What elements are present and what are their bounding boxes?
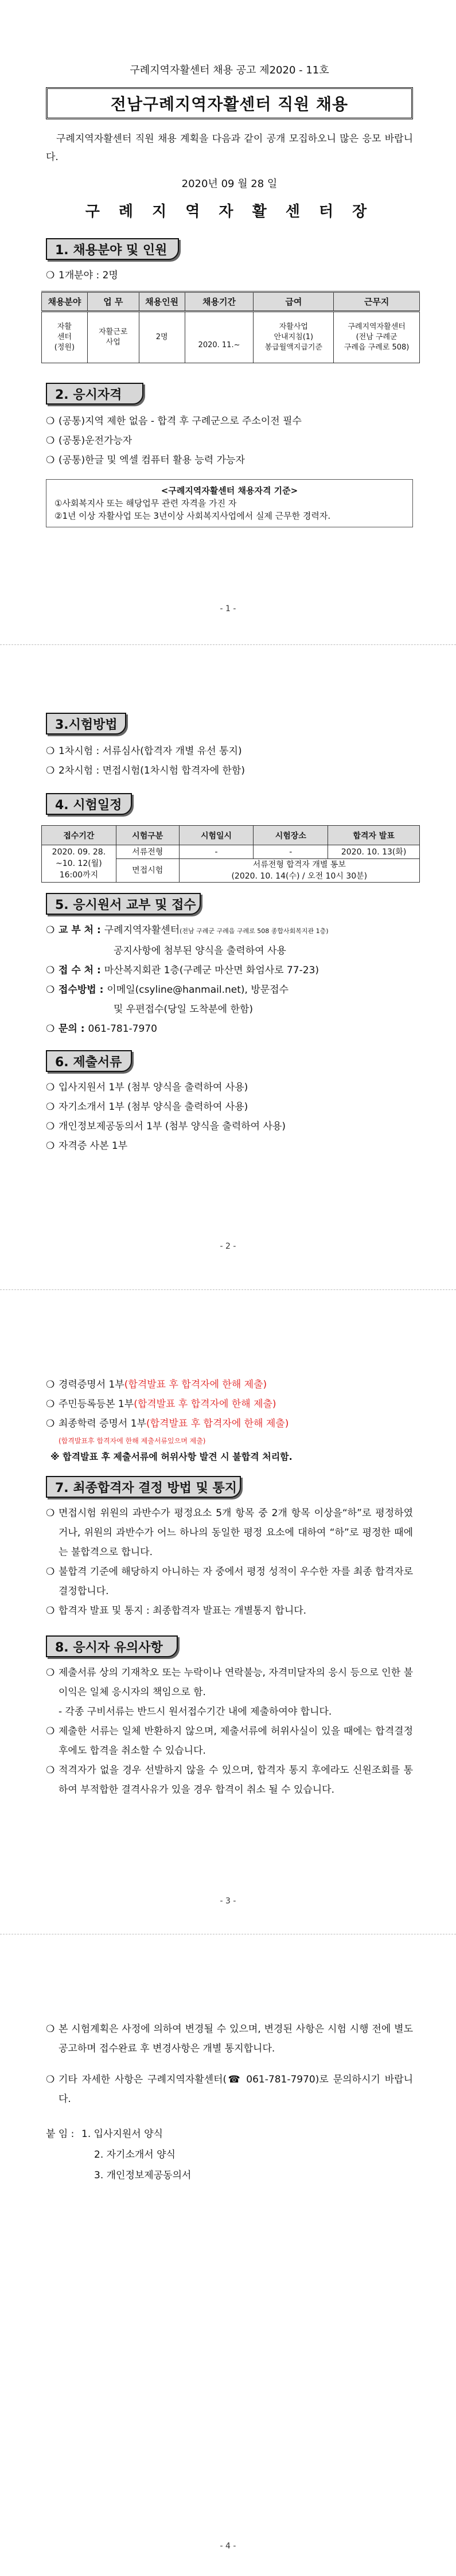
list-item: ❍ 자격증 사본 1부 (46, 1140, 128, 1152)
th-period: 채용기간 (185, 292, 254, 312)
final-decision-list (46, 1503, 413, 1621)
section-8-heading: 8. 응시자 유의사항 (46, 1635, 413, 1661)
attachment-item: 1. 입사지원서 양식 (81, 2128, 163, 2140)
th-exam-place: 시험장소 (254, 826, 328, 845)
section-6-heading: 6. 제출서류 (46, 1050, 413, 1075)
list-item: ❍ (공통)지역 제한 없음 - 합격 후 구례군으로 주소이전 필수 (46, 415, 302, 427)
criteria-item: ②1년 이상 자활사업 또는 3년이상 사회복지사업에서 실제 근무한 경력자. (54, 511, 331, 521)
page-3 (0, 1290, 456, 1934)
closing-list (46, 2019, 413, 2109)
section-1-heading: 1. 채용분야 및 인원 (46, 238, 413, 263)
recruit-table (41, 291, 420, 363)
hire-count: ❍ 1개분야 : 2명 (46, 270, 118, 281)
cell-place: - (254, 845, 328, 859)
list-item: ❍ 제출서류 상의 기재착오 또는 누락이나 연락불능, 자격미달자의 응시 등으로 인한 불이익은 일체 응시자의 책임으로 함. (46, 1667, 413, 1698)
list-item-cont: 공지사항에 첨부된 양식을 출력하여 사용 (114, 945, 286, 957)
list-item: ❍ 제출한 서류는 일체 반환하지 않으며, 제출서류에 허위사실이 있을 때에는 합격결정 후에도 합격을 취소할 수 있습니다. (46, 1726, 413, 1757)
list-item: ❍ 1차시험 : 서류심사(합격자 개별 유선 통지) (46, 745, 242, 757)
page-2 (0, 645, 456, 1289)
th-salary: 급여 (254, 292, 334, 312)
page-4-content (46, 2019, 413, 2186)
list-item: ❍ 최종학력 증명서 1부(합격발표 후 합격자에 한해 제출) (46, 1418, 289, 1429)
list-item: ❍ 입사지원서 1부 (첨부 양식을 출력하여 사용) (46, 1082, 248, 1093)
qualification-list (46, 411, 413, 470)
th-task: 업 무 (87, 292, 139, 312)
page-4 (0, 1934, 456, 2576)
cell-task: 자활근로 사업 (87, 312, 139, 363)
list-item: ❍ 접수방법 : 이메일(csyline@hanmail.net), 방문접수 (46, 984, 289, 996)
page-1-content (46, 62, 413, 527)
th-exam-type: 시험구분 (116, 826, 179, 845)
list-item: ❍ 주민등록등본 1부(합격발표 후 합격자에 한해 제출) (46, 1398, 276, 1410)
list-item: ❍ 본 시험계획은 사정에 의하여 변경될 수 있으며, 변경된 사항은 시험 시행 전에 별도 공고하며 접수완료 후 변경사항은 개별 통지합니다. (46, 2023, 413, 2054)
title-box (46, 87, 413, 119)
cell-workplace: 구례지역자활센터 (전남 구례군 구례읍 구례로 508) (334, 312, 420, 363)
list-item: ❍ 문의 : 061-781-7970 (46, 1023, 157, 1035)
page-3-content (46, 1375, 413, 1800)
list-item: ❍ (공통)운전가능자 (46, 435, 132, 446)
schedule-table (41, 825, 420, 883)
page-2-content (46, 713, 413, 1156)
th-workplace: 근무지 (334, 292, 420, 312)
extra-documents (46, 1375, 413, 1433)
list-item: ❍ 자기소개서 1부 (첨부 양식을 출력하여 사용) (46, 1101, 248, 1113)
th-field: 채용분야 (42, 292, 88, 312)
cell-type: 서류전형 (116, 845, 179, 859)
cell-count: 2명 (139, 312, 185, 363)
attachments-label: 붙 임 : (46, 2128, 75, 2140)
cell-field: 자활 센터 (정원) (42, 312, 88, 363)
cell-note: 서류전형 합격자 개별 통보 (2020. 10. 14(수) / 오전 10시 30분) (179, 859, 419, 883)
criteria-box (46, 479, 413, 527)
list-item: ❍ 접 수 처 : 마산복지회관 1층(구례군 마산면 화엄사로 77-23) (46, 965, 319, 976)
page-title: 전남구례지역자활센터 직원 채용 (110, 95, 349, 114)
section-2-heading: 2. 응시자격 (46, 383, 413, 408)
exam-method-list (46, 741, 413, 780)
table-row (42, 845, 420, 859)
section-5-heading: 5. 응시원서 교부 및 접수 (46, 893, 413, 918)
list-item-sub: - 각종 구비서류는 반드시 원서접수기간 내에 제출하여야 합니다. (59, 1706, 332, 1718)
cell-date: - (179, 845, 254, 859)
list-item: ❍ 불합격 기준에 해당하지 아니하는 자 중에서 평정 성적이 우수한 자를 최종 합격자로 결정합니다. (46, 1566, 413, 1597)
org-name: 구 례 지 역 자 활 센 터 장 (85, 203, 374, 220)
list-item: ❍ 기타 자세한 사항은 구례지역자활센터(☎ 061-781-7970)로 문의하시기 바랍니다. (46, 2074, 413, 2105)
page-1 (0, 0, 456, 644)
notice-number: 구례지역자활센터 채용 공고 제2020 - 11호 (130, 64, 329, 76)
notice-list (46, 1663, 413, 1800)
documents-list (46, 1078, 413, 1156)
page-number: - 4 - (220, 2542, 236, 2551)
list-item: ❍ 2차시험 : 면접시험(1차시험 합격자에 한함) (46, 765, 245, 776)
list-item-cont: 및 우편접수(당일 도착분에 한함) (114, 1004, 253, 1015)
attachment-item: 2. 자기소개서 양식 (94, 2149, 176, 2161)
th-announce: 합격자 발표 (328, 826, 420, 845)
th-reception: 접수기간 (42, 826, 116, 845)
list-item: ❍ 적격자가 없을 경우 선발하지 않을 수 있으며, 합격자 통지 후에라도 신원조회를 통하여 부적합한 결격사유가 있을 경우 합격이 취소 될 수 있습니다. (46, 1765, 413, 1796)
list-item: ❍ (공통)한글 및 엑셀 컴퓨터 활용 능력 가능자 (46, 454, 245, 466)
warning-note: ※ 합격발표 후 제출서류에 허위사항 발견 시 불합격 처리함. (50, 1451, 293, 1462)
cell-period: 2020. 11.~ (185, 312, 254, 363)
th-exam-date: 시험일시 (179, 826, 254, 845)
section-3-heading: 3.시험방법 (46, 713, 413, 738)
attachments (46, 2124, 413, 2186)
th-count: 채용인원 (139, 292, 185, 312)
notice-date: 2020년 09 월 28 일 (181, 178, 278, 190)
criteria-item: ①사회복지사 또는 해당업무 관련 자격을 가진 자 (54, 498, 237, 508)
cell-announce: 2020. 10. 13(화) (328, 845, 420, 859)
application-info (46, 920, 413, 1039)
cell-type: 면접시험 (116, 859, 179, 883)
list-item: ❍ 교 부 처 : 구례지역자활센터(전남 구례군 구례읍 구례로 508 종합사회복지관 1층) (46, 924, 329, 936)
cell-salary: 자활사업 안내지침(1) 봉급월액지급기준 (254, 312, 334, 363)
page-number: - 3 - (220, 1897, 236, 1906)
section-4-heading: 4. 시험일정 (46, 793, 413, 818)
page-number: - 2 - (220, 1242, 236, 1251)
list-item: ❍ 개인정보제공동의서 1부 (첨부 양식을 출력하여 사용) (46, 1121, 286, 1132)
attachment-item: 3. 개인정보제공동의서 (94, 2170, 192, 2181)
intro-text: 구례지역자활센터 직원 채용 계획을 다음과 같이 공개 모집하오니 많은 응모 바랍니다. (46, 133, 413, 163)
table-row (42, 312, 420, 363)
list-item: ❍ 면접시험 위원의 과반수가 평정요소 5개 항목 중 2개 항목 이상을“하”로 평정하였거나, 위원의 과반수가 어느 하나의 동일한 평정 요소에 대하여 “하”로 평정한 때에는 불합격으로 합니다. (46, 1507, 413, 1558)
cell-reception: 2020. 09. 28. ~10. 12(월) 16:00까지 (42, 845, 116, 883)
list-item: ❍ 경력증명서 1부(합격발표 후 합격자에 한해 제출) (46, 1379, 267, 1390)
page-number: - 1 - (220, 604, 236, 613)
section-7-heading: 7. 최종합격자 결정 방법 및 통지 (46, 1476, 413, 1501)
criteria-title: <구례지역자활센터 채용자격 기준> (161, 485, 298, 496)
red-note: (합격발표후 합격자에 한해 제출서류있으며 제출) (59, 1437, 206, 1445)
list-item: ❍ 합격자 발표 및 통지 : 최종합격자 발표는 개별통지 합니다. (46, 1605, 307, 1617)
